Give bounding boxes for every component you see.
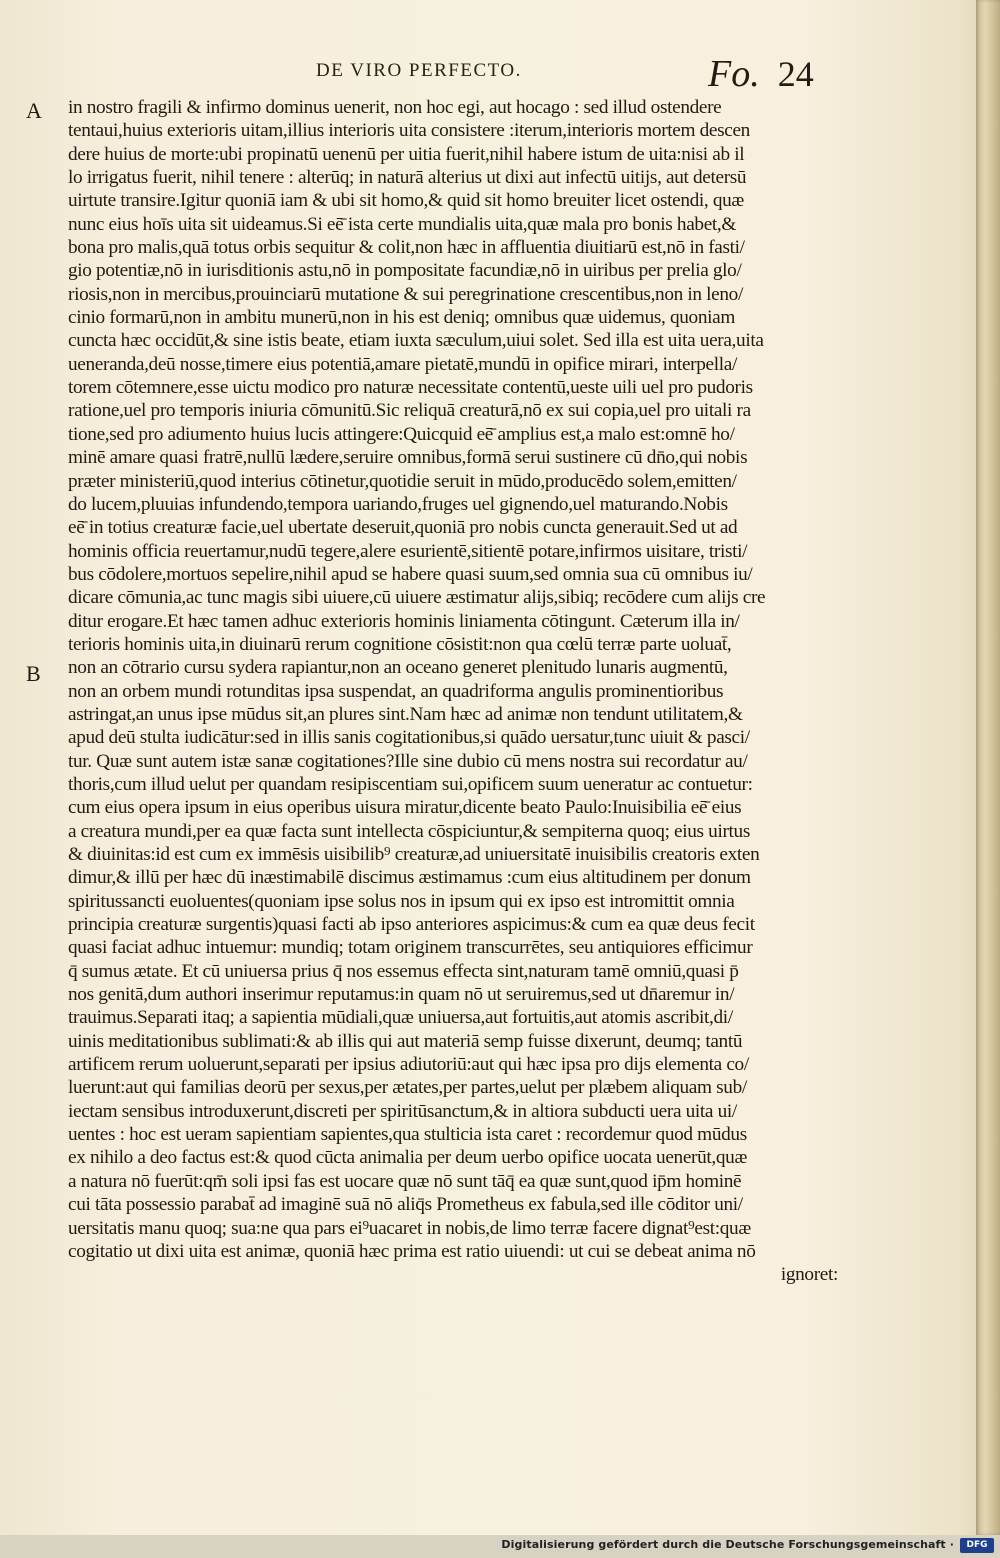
text-line: luerunt:aut qui familias deorū per sexus,per ætates,per partes,uelut per plæbem aliquam sub/ <box>68 1077 747 1099</box>
text-line: cuncta hæc occidūt,& sine istis beate, etiam iuxta sæculum,uiui solet. Sed illa est uita uera,uita <box>68 330 764 352</box>
text-line: ignoret: <box>780 1264 838 1286</box>
text-line: uentes : hoc est ueram sapientiam sapientes,qua stulticia ista caret : recordemur quod mūdus <box>68 1124 747 1146</box>
page-edge <box>976 0 1000 1535</box>
text-line: dicare cōmunia,ac tunc magis sibi uiuere,cū uiuere æstimatur alijs,sibiq; recōdere cum alijs cre <box>68 587 766 609</box>
dfg-logo: DFG <box>960 1538 994 1553</box>
text-line: nos genitā,dum authori inserimur reputamus:in quam nō ut seruiremus,sed ut dn̄aremur in/ <box>68 984 735 1006</box>
text-line: cogitatio ut dixi uita est animæ, quoniā hæc prima est ratio uiuendi: ut cui se debeat anima nō <box>68 1240 756 1262</box>
text-line: apud deū stulta iudicātur:sed in illis sanis cogitationibus,si quādo uersatur,tunc uiuit & pasci/ <box>68 727 750 749</box>
text-line: non an orbem mundi rotunditas ipsa suspendat, an quadriforma angulis prominentioribus <box>68 680 724 702</box>
running-head-title: DE VIRO PERFECTO. <box>316 60 522 81</box>
text-line: riosis,non in mercibus,prouinciarū mutatione & sui peregrinatione crescentibus,non in leno/ <box>68 283 743 305</box>
margin-marker-a: A <box>26 98 42 123</box>
digitization-credit: Digitalisierung gefördert durch die Deutsche Forschungsgemeinschaft · <box>501 1538 954 1551</box>
text-line: hominis officia reuertamur,nudū tegere,alere esurientē,sitientē potare,infirmos uisitare, tristi/ <box>68 540 748 562</box>
text-line: dere huius de morte:ubi propinatū uenenū per uitia fuerit,nihil habere istum de uita:nisi ab il <box>68 143 745 165</box>
text-line: minē amare quasi fratrē,nullū lædere,seruire omnibus,formā serui sustinere cū dn̄o,qui nobis <box>68 447 748 469</box>
text-line: tione,sed pro adiumento huius lucis attingere:Quicquid eē̄ amplius est,a malo est:omnē ho/ <box>68 423 735 445</box>
text-line: cinio formarū,non in ambitu munerū,non in his est deniq; omnibus quæ uidemus, quoniam <box>68 307 735 329</box>
text-line: cum eius opera ipsum in eius operibus uisura miratur,dicente beato Paulo:Inuisibilia eē̄ eius <box>68 797 742 819</box>
text-line: lo irrigatus fuerit, nihil tenere : alterūq; in naturā alterius ut dixi aut infectū uitijs, aut detersū <box>68 167 747 189</box>
text-line: nunc eius hoīs uita sit uideamus.Si eē̄ ista certe mundialis uita,quæ mala pro bonis habet,& <box>68 213 737 235</box>
text-line: a natura nō fuerūt:qm̄ soli ipsi fas est uocare quæ nō sunt tāq̄ ea quæ sunt,quod ip̄m hominē <box>68 1170 742 1192</box>
text-line: eē̄ in totius creaturæ facie,uel ubertate deseruit,quoniā pro nobis cuncta generauit.Sed ut ad <box>68 517 738 539</box>
running-head <box>0 53 1000 98</box>
text-line: spiritussancti euoluentes(quoniam ipse solus nos in ipsum qui ex ipso est intromittit omnia <box>68 890 735 912</box>
text-line: ueneranda,deū nosse,timere eius potentiā,amare pietatē,mundū in opifice mirari, interpella/ <box>68 353 737 375</box>
text-line: principia creaturæ surgentis)quasi facti ab ipso anteriores aspicimus:& cum ea quæ deus fecit <box>68 914 755 936</box>
text-line: torem cōtemnere,esse uictu modico pro naturæ necessitate contentū,ueste uili uel pro pudoris <box>68 377 753 399</box>
text-line: cui tāta possessio parabat̄ ad imaginē suā nō aliq̄s Prometheus ex fabula,sed ille cōditor uni/ <box>68 1194 743 1216</box>
text-line: q̄ sumus ætate. Et cū uniuersa prius q̄ nos essemus effecta sint,naturam tamē omniū,quasi p̄ <box>68 960 739 982</box>
text-line: tur. Quæ sunt autem istæ sanæ cogitationes?Ille sine dubio cū mens nostra sui recordatur au/ <box>68 750 748 772</box>
text-line: uersitatis manu quoq; sua:ne qua pars ei⁹uacaret in nobis,de limo terræ facere dignat⁹est:quæ <box>68 1217 751 1239</box>
folio-number: 24 <box>777 54 814 94</box>
text-line: terioris hominis uita,in diuinarū rerum cognitione cōsistit:non qua cœlū terræ parte uoluat̄, <box>68 633 732 655</box>
text-line: tentaui,huius exterioris uitam,illius interioris uita consistere :iterum,interioris mortem descen <box>68 120 750 142</box>
text-line: in nostro fragili & infirmo dominus uenerit, non hoc egi, aut hocago : sed illud ostendere <box>68 97 722 118</box>
text-line: & diuinitas:id est cum ex immēsis uisibilib⁹ creaturæ,ad uniuersitatē inuisibilis creatoris exten <box>68 844 760 865</box>
text-line: ratione,uel pro temporis iniuria cōmunitū.Sic reliquā creaturā,nō ex sui copia,uel pro uitali ra <box>68 400 751 422</box>
text-line: uirtute transire.Igitur quoniā iam & ubi sit homo,& quid sit homo breuiter licet ostendi, quæ <box>68 190 744 212</box>
text-line: quasi faciat adhuc intuemur: mundiq; totam originem transcurrētes, seu antiquiores efficimur <box>68 937 753 959</box>
text-line: bus cōdolere,mortuos sepelire,nihil apud se habere quasi suum,sed omnia sua cū omnibus iu/ <box>68 563 753 585</box>
text-line: iectam sensibus introduxerunt,discreti per spiritūsanctum,& in altiora subducti uera uita ui/ <box>68 1100 737 1122</box>
text-line: bona pro malis,quā totus orbis sequitur & colit,non hæc in affluentia diuitiarū est,nō in fasti/ <box>68 237 745 259</box>
text-line: thoris,cum illud uelut per quandam resipiscentiam sui,opificem suum ueneratur ac contuetur: <box>68 773 753 795</box>
text-line: astringat,an unus ipse mūdus sit,an plures sint.Nam hæc ad animæ non tendunt utilitatem,& <box>68 703 743 725</box>
folio-label: Fo. <box>708 53 760 95</box>
text-line: ditur erogare.Et hæc tamen adhuc exterioris hominis liniamenta cōtingunt. Cæterum illa in/ <box>68 610 740 632</box>
body-text <box>68 96 838 1287</box>
text-line: do lucem,pluuias infundendo,tempora uariando,fruges uel gignendo,uel maturando.Nobis <box>68 493 728 515</box>
text-line: præter ministeriū,quod interius cōtinetur,quotidie seruit in mūdo,producēdo solem,emitten/ <box>68 470 737 492</box>
text-line: trauimus.Separati itaq; a sapientia mūdiali,quæ uniuersa,aut fortuitis,aut atomis ascribit,di/ <box>68 1007 733 1029</box>
text-line: uinis meditationibus sublimati:& ab illis qui aut materiā semp fuisse dixerunt, deumq; tantū <box>68 1030 743 1052</box>
text-line: a creatura mundi,per ea quæ facta sunt intellecta cōspiciuntur,& sempiterna quoq; eius uirtus <box>68 820 750 842</box>
text-line: ex nihilo a deo factus est:& quod cūcta animalia per deum uerbo opifice uocata uenerūt,quæ <box>68 1147 747 1169</box>
text-line: dimur,& illū per hæc dū inæstimabilē discimus æstimamus :cum eius altitudinem per donum <box>68 867 751 889</box>
margin-marker-b: B <box>26 661 41 686</box>
text-line: non an cōtrario cursu sydera rapiantur,non an oceano generet plenitudo lunaris augmentū, <box>68 657 728 679</box>
text-line: artificem rerum uoluerunt,separati per ipsius adiutoriū:aut qui hæc ipsa pro dijs elementa co/ <box>68 1054 749 1076</box>
text-line: gio potentiæ,nō in iurisditionis astu,nō in pompositate facundiæ,nō in uiribus per prelia glo/ <box>68 260 742 282</box>
folio <box>708 52 814 96</box>
